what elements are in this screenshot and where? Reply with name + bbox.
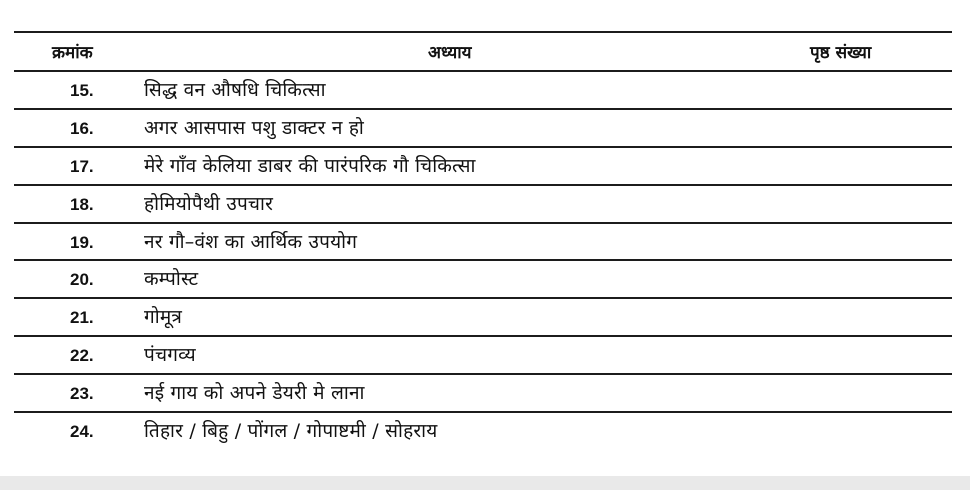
page-bottom-edge [0,476,970,490]
row-title: मेरे गाँव केलिया डाबर की पारंपरिक गौ चिकित्सा [144,154,476,177]
row-title: कम्पोस्ट [144,268,199,291]
row-number: 22. [70,346,94,366]
table-row [14,72,952,110]
row-title: नई गाय को अपने डेयरी मे लाना [144,382,365,405]
row-number: 19. [70,232,94,252]
header-chapter: अध्याय [428,43,472,63]
table-row [14,110,952,148]
header-serial: क्रमांक [52,43,93,63]
row-number: 20. [70,270,94,290]
header-page-number: पृष्ठ संख्या [810,43,872,63]
row-title: सिद्ध वन औषधि चिकित्सा [144,79,326,101]
table-header [14,32,952,72]
row-title: पंचगव्य [144,344,196,367]
row-title: होमियोपैथी उपचार [144,192,274,215]
row-number: 24. [70,422,94,442]
row-number: 15. [70,81,94,100]
table-row [14,261,952,299]
row-number: 21. [70,308,94,328]
table-row [14,299,952,337]
table-body [14,72,952,451]
table-row [14,186,952,224]
row-title: तिहार / बिहु / पोंगल / गोपाष्टमी / सोहराय [144,420,438,443]
row-number: 18. [70,194,94,214]
row-number: 17. [70,156,94,176]
table-row [14,337,952,375]
table-row [14,375,952,413]
row-number: 16. [70,118,94,138]
table-row [14,224,952,262]
row-title: गोमूत्र [144,306,183,329]
row-title: नर गौ–वंश का आर्थिक उपयोग [144,230,358,253]
row-number: 23. [70,384,94,404]
table-row [14,148,952,186]
table-row [14,413,952,451]
row-title: अगर आसपास पशु डाक्टर न हो [144,116,365,139]
